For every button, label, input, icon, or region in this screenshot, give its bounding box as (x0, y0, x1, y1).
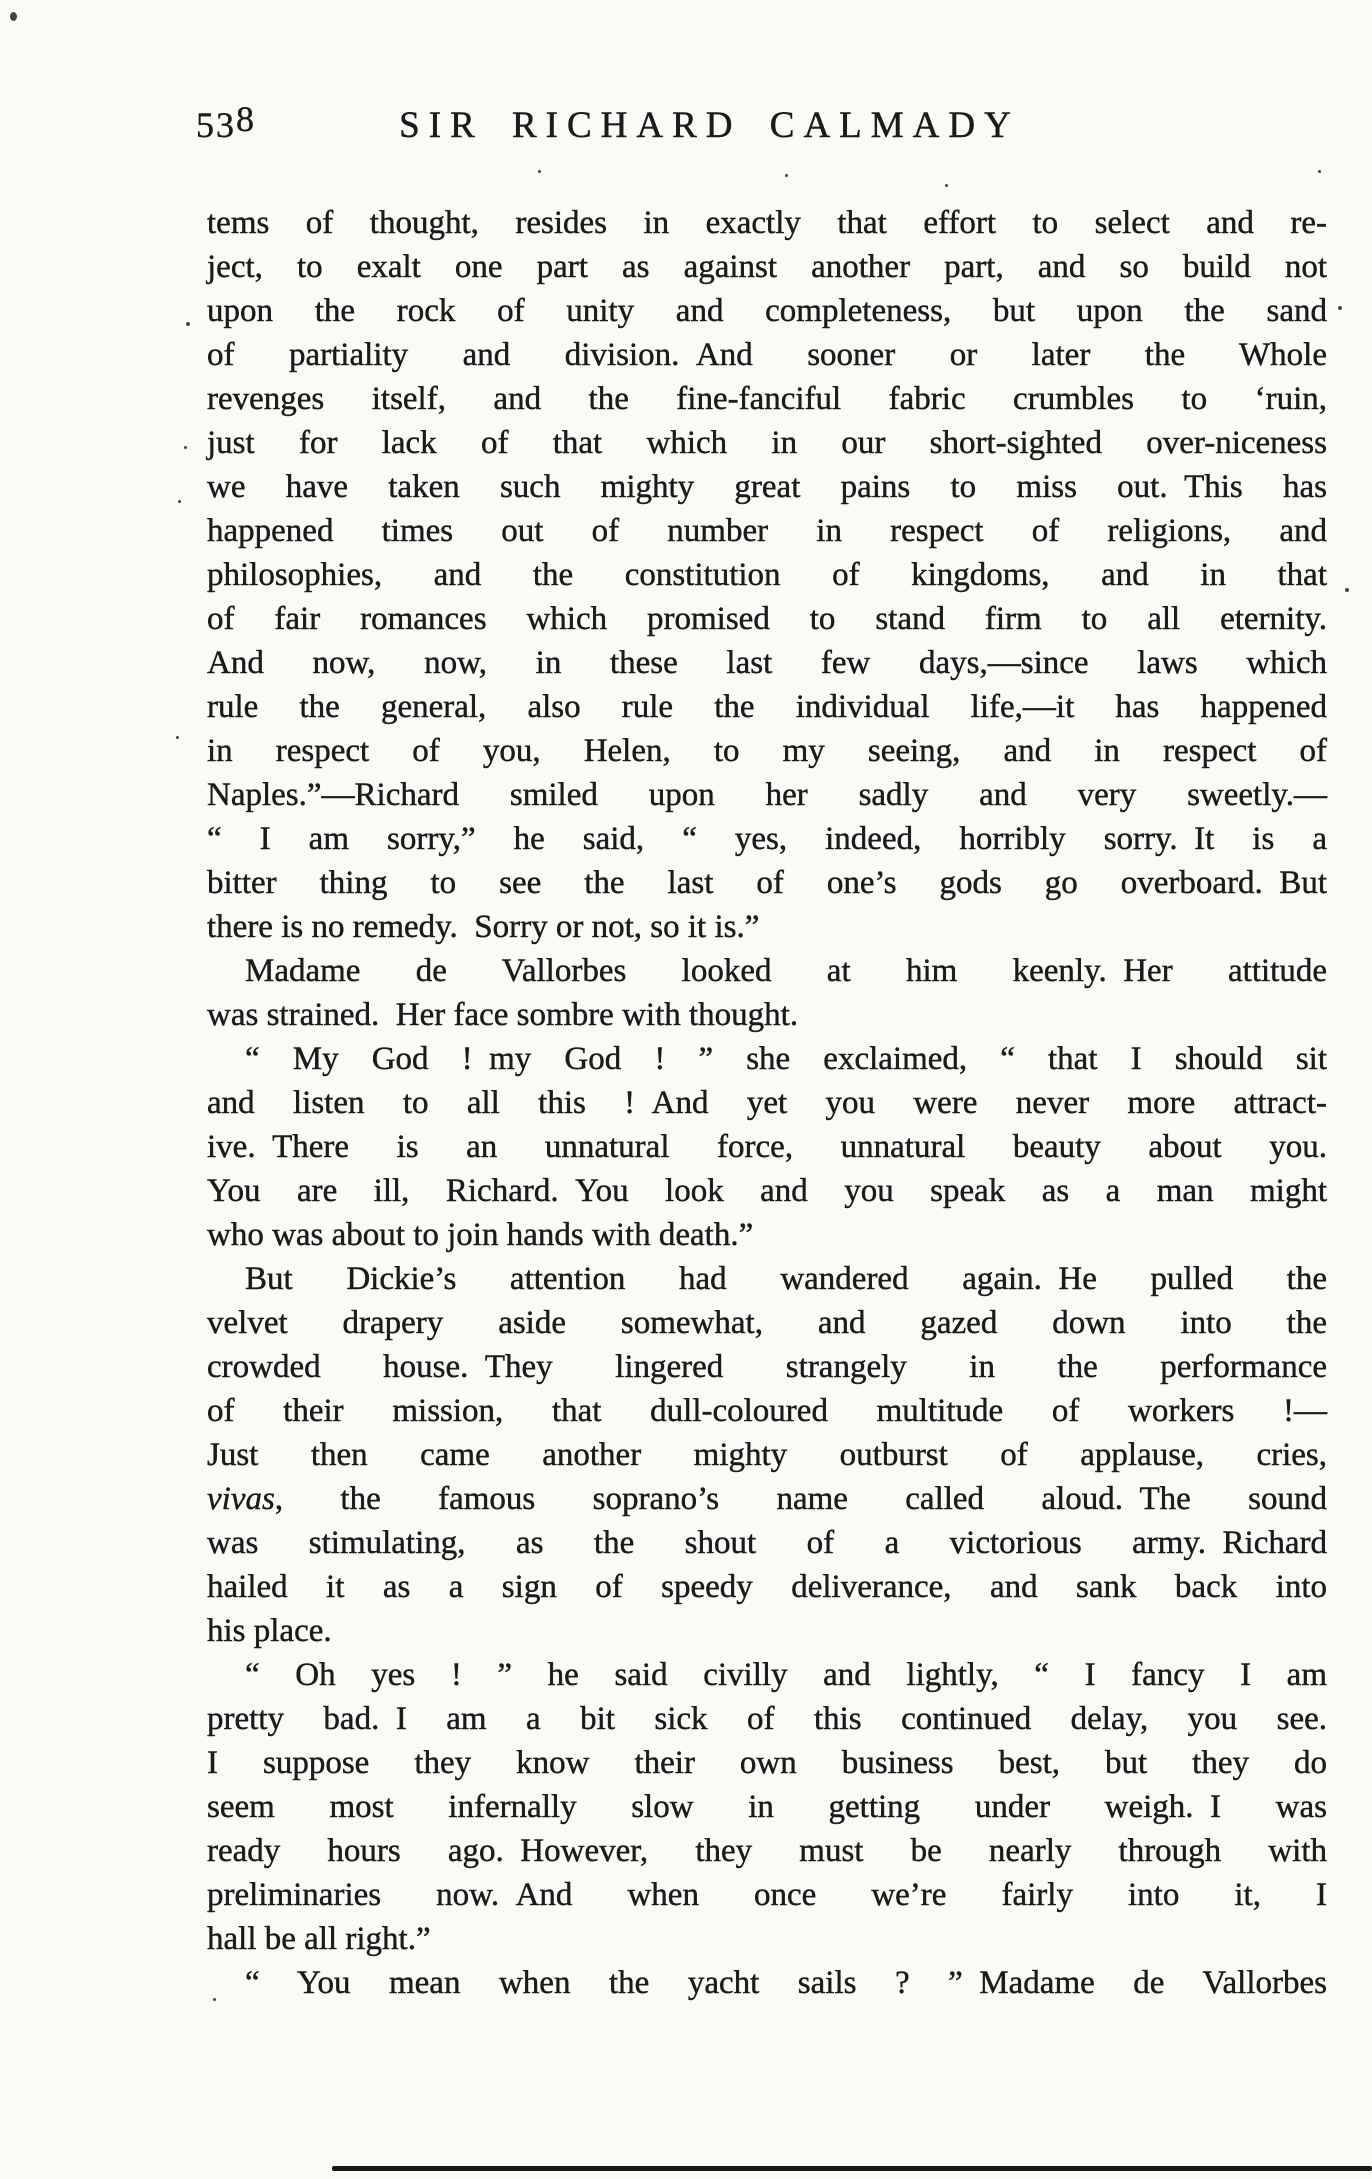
text-line: philosophies, and the constitution of kingdoms, and in that (207, 557, 1327, 593)
scan-speck (10, 12, 17, 21)
paragraph (207, 1257, 1327, 1653)
text-line: preliminaries now. And when once we’re fairly into it, I (207, 1877, 1327, 1913)
scan-speck (1345, 588, 1349, 592)
text-line: we have taken such mighty great pains to miss out. This has (207, 469, 1327, 505)
paragraph (207, 949, 1327, 1037)
text-line: And now, now, in these last few days,—since laws which (207, 645, 1327, 681)
scan-speck (176, 736, 179, 739)
scan-speck (186, 322, 190, 326)
text-line: bitter thing to see the last of one’s gods go overboard. But (207, 865, 1327, 901)
text-line: happened times out of number in respect of religions, and (207, 513, 1327, 549)
paragraph (207, 1961, 1327, 2005)
scan-speck (1338, 306, 1342, 310)
paragraph (207, 201, 1327, 949)
text-line: Madame de Vallorbes looked at him keenly. Her attitude (245, 953, 1327, 989)
text-line: ive. There is an unnatural force, unnatural beauty about you. (207, 1129, 1327, 1165)
text-line: “ Oh yes ! ” he said civilly and lightly, “ I fancy I am (245, 1657, 1327, 1693)
text-line: tems of thought, resides in exactly that effort to select and re- (207, 205, 1327, 241)
paragraph (207, 1037, 1327, 1257)
text-line: in respect of you, Helen, to my seeing, and in respect of (207, 733, 1327, 769)
text-line: there is no remedy. Sorry or not, so it is.” (207, 909, 760, 945)
scan-speck (538, 170, 541, 173)
text-line: revenges itself, and the fine-fanciful fabric crumbles to ‘ruin, (207, 381, 1327, 417)
text-line: and listen to all this ! And yet you were never more attract- (207, 1085, 1327, 1121)
text-line: “ My God ! my God ! ” she exclaimed, “ that I should sit (245, 1041, 1327, 1077)
text-line: velvet drapery aside somewhat, and gazed down into the (207, 1305, 1327, 1341)
text-line: rule the general, also rule the individual life,—it has happened (207, 689, 1327, 725)
text-line: of their mission, that dull-coloured multitude of workers !— (207, 1393, 1327, 1429)
text-line: ready hours ago. However, they must be nearly through with (207, 1833, 1327, 1869)
text-line: of fair romances which promised to stand firm to all eternity. (207, 601, 1327, 637)
text-line: was strained. Her face sombre with thought. (207, 997, 799, 1033)
text-line: ject, to exalt one part as against another part, and so build not (207, 249, 1327, 285)
scan-bottom-line (332, 2166, 1372, 2171)
text-line: hall be all right.” (207, 1921, 431, 1957)
text-line: hailed it as a sign of speedy deliverance, and sank back into (207, 1569, 1327, 1605)
text-line: of partiality and division. And sooner or later the Whole (207, 337, 1327, 373)
page-number: 538 (196, 99, 256, 145)
text-line: But Dickie’s attention had wandered again. He pulled the (245, 1261, 1327, 1297)
text-line: pretty bad. I am a bit sick of this continued delay, you see. (207, 1701, 1327, 1737)
page-header (0, 99, 1372, 154)
text-line: was stimulating, as the shout of a victorious army. Richard (207, 1525, 1327, 1561)
text-line: seem most infernally slow in getting under weigh. I was (207, 1789, 1327, 1825)
body-text (207, 201, 1327, 2005)
scan-speck (213, 1998, 216, 2001)
text-line: just for lack of that which in our short-sighted over-niceness (207, 425, 1327, 461)
text-line: upon the rock of unity and completeness, but upon the sand (207, 293, 1327, 329)
paragraph (207, 1653, 1327, 1961)
text-line: his place. (207, 1613, 332, 1649)
text-line: You are ill, Richard. You look and you speak as a man might (207, 1173, 1327, 1209)
text-line: crowded house. They lingered strangely in the performance (207, 1349, 1327, 1385)
scan-speck (945, 184, 948, 187)
text-line: Naples.”—Richard smiled upon her sadly and very sweetly.— (207, 777, 1327, 813)
scan-speck (1318, 170, 1321, 173)
text-line: “ You mean when the yacht sails ? ” Madame de Vallorbes (245, 1965, 1327, 2001)
running-title: SIR RICHARD CALMADY (399, 105, 1020, 146)
text-line: I suppose they know their own business best, but they do (207, 1745, 1327, 1781)
scan-speck (178, 500, 181, 503)
text-line: “ I am sorry,” he said, “ yes, indeed, horribly sorry. It is a (207, 821, 1327, 857)
text-line: Just then came another mighty outburst of applause, cries, (207, 1437, 1327, 1473)
text-line: who was about to join hands with death.” (207, 1217, 754, 1253)
scan-speck (184, 446, 187, 449)
text-line: vivas, the famous soprano’s name called aloud. The sound (207, 1481, 1327, 1517)
scan-speck (785, 174, 788, 177)
